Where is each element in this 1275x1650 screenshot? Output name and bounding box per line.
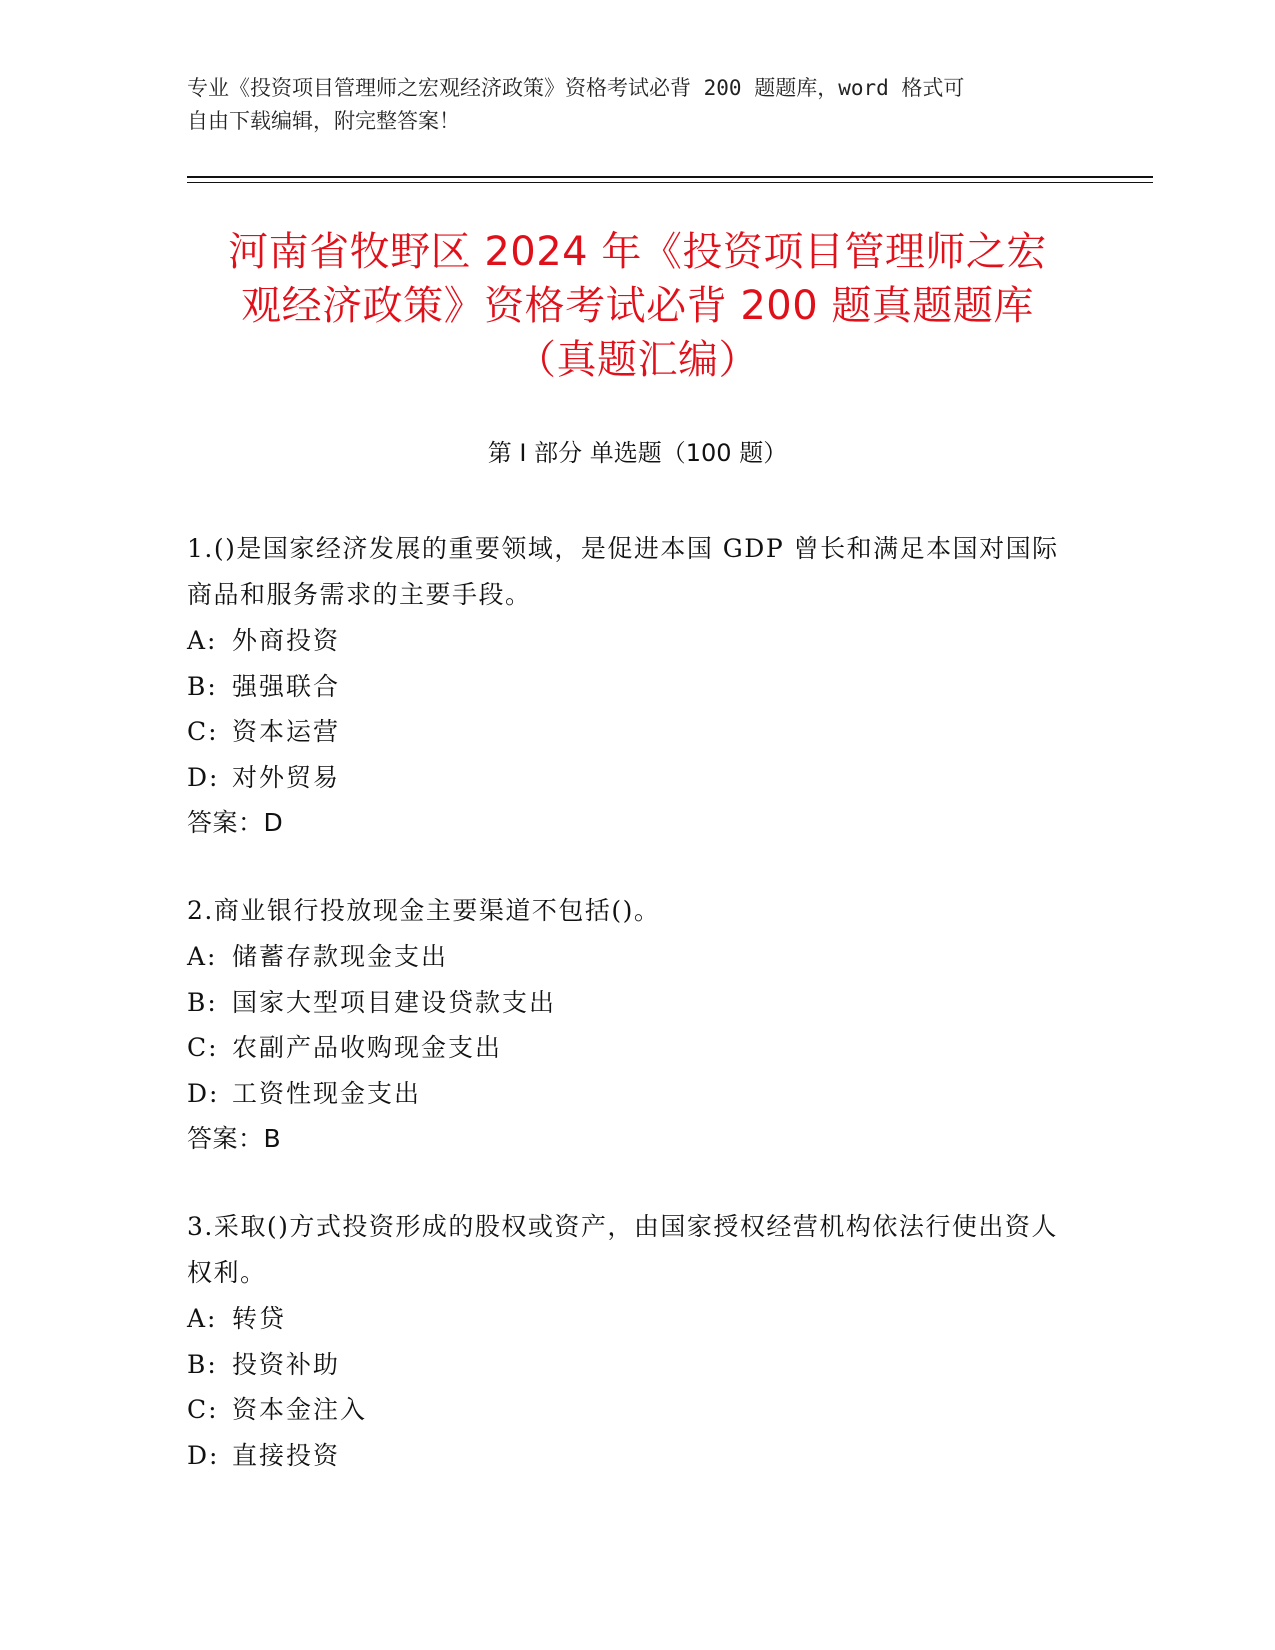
question-stem: 1.()是国家经济发展的重要领域，是促进本国 GDP 曾长和满足本国对国际商品和服务需求的主要手段。: [187, 534, 1059, 609]
option-text: 直接投资: [232, 1440, 341, 1470]
header-note-line-1: 专业《投资项目管理师之宏观经济政策》资格考试必背 200 题题库，word 格式可: [187, 76, 965, 100]
option-b: [187, 664, 1067, 710]
option-letter: B:: [187, 987, 218, 1017]
option-letter: D:: [187, 1440, 220, 1470]
option-text: 强强联合: [232, 671, 341, 701]
option-text: 资本运营: [232, 717, 341, 746]
option-a: [187, 618, 1067, 664]
document-title-line-1: 河南省牧野区 2024 年《投资项目管理师之宏: [228, 229, 1047, 275]
option-text: 资本金注入: [232, 1395, 368, 1424]
option-letter: A:: [187, 942, 218, 971]
option-c: [187, 1025, 1067, 1071]
header-note: [187, 72, 1087, 138]
question-3: [187, 1204, 1067, 1478]
option-letter: C:: [187, 1395, 219, 1424]
answer-line: 答案：B: [187, 1124, 282, 1153]
header-note-line-2: 自由下载编辑，附完整答案！: [187, 109, 460, 133]
option-a: [187, 1296, 1067, 1342]
option-b: [187, 980, 1067, 1026]
option-b: [187, 1342, 1067, 1388]
answer-line: 答案：D: [187, 808, 284, 837]
option-letter: A:: [187, 1304, 218, 1333]
option-letter: C:: [187, 717, 219, 746]
option-c: [187, 1387, 1067, 1433]
document-title: [170, 225, 1105, 387]
document-title-line-3: （真题汇编）: [516, 337, 759, 383]
option-letter: B:: [187, 1349, 218, 1379]
header-divider-thin: [187, 182, 1153, 183]
option-text: 转贷: [232, 1304, 287, 1333]
question-2: [187, 888, 1067, 1162]
question-list: [187, 526, 1067, 1520]
option-text: 国家大型项目建设贷款支出: [232, 987, 557, 1017]
question-stem: 2.商业银行投放现金主要渠道不包括()。: [187, 896, 661, 925]
question-1: [187, 526, 1067, 846]
option-text: 农副产品收购现金支出: [232, 1033, 503, 1062]
option-letter: B:: [187, 671, 218, 701]
option-text: 外商投资: [232, 626, 341, 655]
option-d: [187, 1071, 1067, 1117]
option-letter: A:: [187, 626, 218, 655]
option-letter: C:: [187, 1033, 219, 1062]
section-title: 第 I 部分 单选题（100 题）: [487, 439, 788, 467]
option-a: [187, 934, 1067, 980]
option-text: 投资补助: [232, 1349, 341, 1379]
option-c: [187, 709, 1067, 755]
option-letter: D:: [187, 762, 220, 792]
document-title-line-2: 观经济政策》资格考试必背 200 题真题题库: [241, 283, 1034, 329]
option-text: 工资性现金支出: [232, 1078, 422, 1108]
option-text: 对外贸易: [232, 762, 341, 792]
option-letter: D:: [187, 1078, 220, 1108]
question-stem: 3.采取()方式投资形成的股权或资产，由国家授权经营机构依法行使出资人权利。: [187, 1212, 1058, 1287]
option-d: [187, 1433, 1067, 1479]
header-divider-thick: [187, 176, 1153, 178]
option-text: 储蓄存款现金支出: [232, 942, 449, 971]
option-d: [187, 755, 1067, 801]
